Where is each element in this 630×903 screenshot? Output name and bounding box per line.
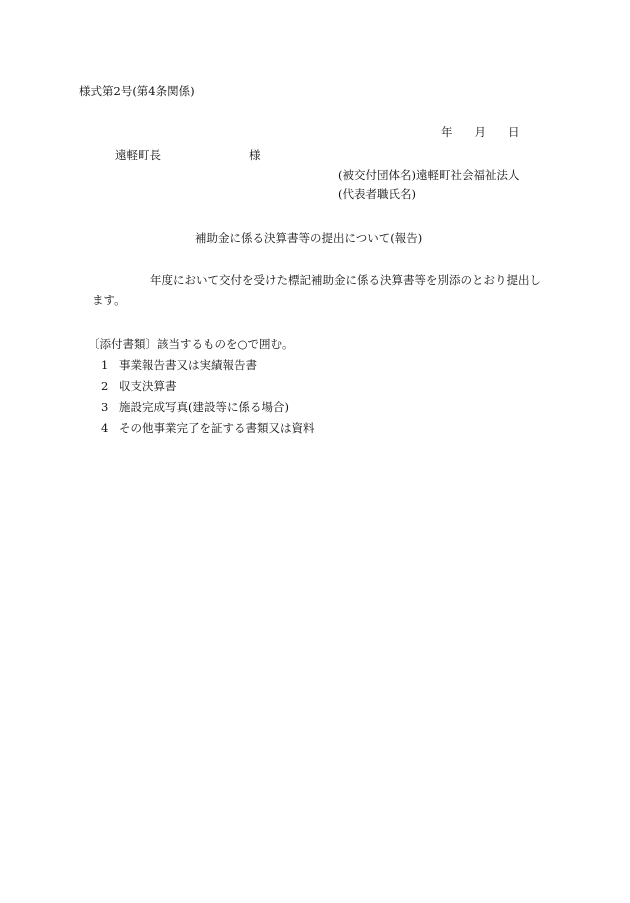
document-title: 補助金に係る決算書等の提出について(報告) — [195, 231, 423, 245]
attachment-item — [101, 381, 177, 393]
attachment-item — [101, 423, 315, 435]
addressee — [115, 150, 261, 162]
addressee-name: 遠軽町長 — [115, 148, 161, 162]
attachment-item — [101, 402, 289, 414]
date-year-label: 年 — [441, 125, 453, 139]
applicant-organization: (被交付団体名)遠軽町社会福祉法人 — [338, 168, 520, 182]
applicant-representative: (代表者職氏名) — [338, 187, 416, 201]
attachment-number: 2 — [101, 379, 109, 393]
attachment-number: 1 — [101, 358, 109, 372]
body-text-line-2: ます。 — [92, 293, 126, 307]
attachment-text: 事業報告書又は実績報告書 — [119, 358, 257, 372]
date-line — [441, 127, 520, 139]
form-number: 様式第2号(第4条関係) — [79, 84, 195, 98]
date-month-label: 月 — [474, 125, 486, 139]
attachment-item — [101, 360, 257, 372]
date-day-label: 日 — [508, 125, 520, 139]
addressee-honorific: 様 — [249, 148, 261, 162]
attachment-number: 3 — [101, 400, 109, 414]
body-text-line-1: 年度において交付を受けた標記補助金に係る決算書等を別添のとおり提出し — [150, 273, 541, 287]
attachment-number: 4 — [101, 421, 109, 435]
attachment-text: 収支決算書 — [119, 379, 177, 393]
attachment-text: その他事業完了を証する書類又は資料 — [119, 421, 315, 435]
attachments-heading: 〔添付書類〕該当するものを○で囲む。 — [88, 337, 294, 351]
attachment-text: 施設完成写真(建設等に係る場合) — [119, 400, 289, 414]
